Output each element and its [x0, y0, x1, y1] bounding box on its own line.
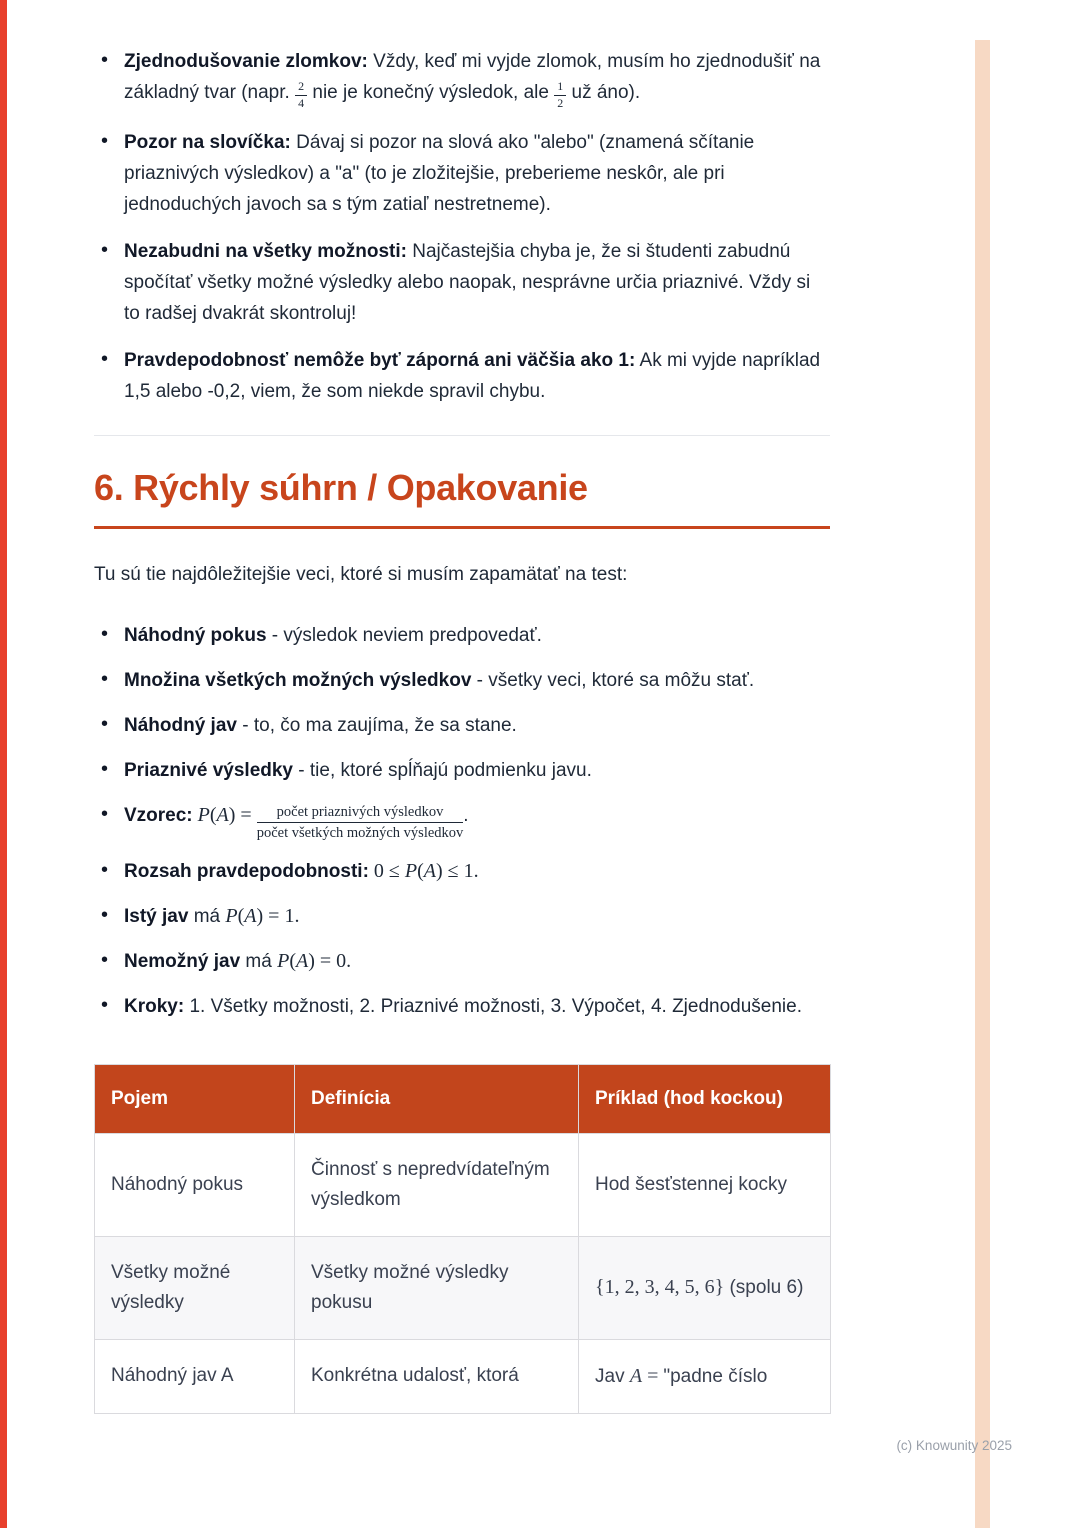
cell-pojem: Všetky možné výsledky — [95, 1236, 295, 1339]
math-expression: P(A) = — [197, 803, 257, 826]
list-item — [94, 901, 830, 932]
term-label: Priaznivé výsledky — [124, 759, 293, 781]
column-header-priklad: Príklad (hod kockou) — [579, 1064, 831, 1133]
fraction-numerator: 1 — [554, 80, 566, 96]
table-row — [95, 1339, 831, 1413]
left-accent-stripe — [0, 0, 7, 1528]
cell-priklad — [579, 1236, 831, 1339]
fraction-denominator: 4 — [298, 96, 305, 110]
fraction-denominator: 2 — [557, 96, 564, 110]
list-item — [94, 856, 830, 887]
list-item — [94, 236, 830, 329]
tip-bold-label: Nezabudni na všetky možnosti: — [124, 240, 407, 262]
cell-priklad — [579, 1339, 831, 1413]
page-title: 6. Rýchly súhrn / Opakovanie — [94, 466, 588, 508]
term-text: - výsledok neviem predpovedať. — [266, 624, 542, 646]
tip-bold-label: Pravdepodobnosť nemôže byť záporná ani väčšia ako 1: — [124, 349, 636, 371]
cell-pojem: Náhodný jav A — [95, 1339, 295, 1413]
tip-text: nie je konečný výsledok, ale — [307, 82, 555, 103]
cell-text: Jav — [595, 1365, 630, 1387]
cell-definicia: Konkrétna udalosť, ktorá — [295, 1339, 579, 1413]
column-header-pojem: Pojem — [95, 1064, 295, 1133]
tip-text: Dávaj si pozor na slová ako "alebo" (znamená sčítanie priaznivých výsledkov) a "a" (to je zložitejšie, preberieme neskôr, ale pri jednoduchých javoch sa s tým zatiaľ nestretneme). — [124, 131, 755, 215]
term-label: Kroky: — [124, 995, 185, 1017]
term-text: - tie, ktoré spĺňajú podmienku javu. — [293, 759, 592, 781]
term-label: Náhodný pokus — [124, 624, 267, 646]
term-text: má — [188, 905, 226, 927]
term-label: Náhodný jav — [124, 714, 237, 736]
term-label: Rozsah pravdepodobnosti: — [124, 860, 369, 882]
section-divider — [94, 435, 830, 436]
right-accent-stripe — [975, 40, 990, 1528]
list-item — [94, 665, 830, 696]
math-expression: A = — [629, 1364, 664, 1387]
tip-text: už áno). — [566, 82, 641, 103]
term-text: má — [240, 950, 278, 972]
tip-text: Najčastejšia chyba je, že si študenti zabudnú spočítať všetky možné výsledky alebo naopak, nesprávne určia priaznivé. Vždy si to radšej dvakrát skontroluj! — [124, 240, 811, 324]
list-item — [94, 710, 830, 741]
table-header-row — [95, 1064, 831, 1133]
list-item — [94, 345, 830, 407]
copyright-watermark: (c) Knowunity 2025 — [896, 1438, 1012, 1453]
math-expression: P(A) = 1. — [225, 904, 300, 927]
term-text: 1. Všetky možnosti, 2. Priaznivé možnosti, 3. Výpočet, 4. Zjednodušenie. — [184, 995, 802, 1017]
term-label: Nemožný jav — [124, 950, 241, 972]
term-text: . — [463, 804, 469, 826]
cell-pojem: Náhodný pokus — [95, 1133, 295, 1236]
list-item — [94, 755, 830, 786]
tip-text: Vždy, keď mi vyjde zlomok, musím ho zjednodušiť na základný tvar (napr. — [124, 51, 821, 103]
cell-text: (spolu 6) — [724, 1277, 804, 1299]
summary-list — [94, 620, 830, 1022]
table-row — [95, 1236, 831, 1339]
inline-fraction — [295, 80, 307, 111]
math-set: {1, 2, 3, 4, 5, 6} — [595, 1276, 725, 1299]
term-label: Množina všetkých možných výsledkov — [124, 669, 472, 691]
list-item — [94, 620, 830, 651]
inline-fraction — [554, 80, 566, 111]
list-item — [94, 800, 830, 842]
summary-table — [94, 1064, 831, 1414]
table-row — [95, 1133, 831, 1236]
cell-text: "padne číslo — [663, 1365, 768, 1387]
fraction-numerator: počet priaznivých výsledkov — [257, 803, 464, 823]
cell-priklad: Hod šesťstennej kocky — [579, 1133, 831, 1236]
document-content — [94, 46, 830, 1414]
term-text: - všetky veci, ktoré sa môžu stať. — [471, 669, 755, 691]
term-label: Istý jav — [124, 905, 189, 927]
fraction-denominator: počet všetkých možných výsledkov — [256, 824, 464, 841]
math-expression: P(A) = 0. — [277, 949, 352, 972]
list-item — [94, 46, 830, 111]
term-label: Vzorec: — [124, 804, 193, 826]
tip-bold-label: Zjednodušovanie zlomkov: — [124, 51, 368, 72]
section-intro: Tu sú tie najdôležitejšie veci, ktoré si musím zapamätať na test: — [94, 563, 628, 585]
list-item — [94, 946, 830, 977]
list-item — [94, 127, 830, 220]
tip-bold-label: Pozor na slovíčka: — [124, 131, 291, 153]
fraction-numerator: 2 — [295, 80, 307, 96]
term-text: - to, čo ma zaujíma, že sa stane. — [236, 714, 517, 736]
cell-definicia: Všetky možné výsledky pokusu — [295, 1236, 579, 1339]
tips-list — [94, 46, 830, 407]
heading-underline-rule — [94, 526, 830, 529]
math-expression: 0 ≤ P(A) ≤ 1. — [368, 859, 479, 882]
tip-text: Ak mi vyjde napríklad 1,5 alebo -0,2, viem, že som niekde spravil chybu. — [124, 349, 821, 402]
formula-fraction — [257, 803, 464, 842]
cell-definicia: Činnosť s nepredvídateľným výsledkom — [295, 1133, 579, 1236]
list-item — [94, 991, 830, 1022]
column-header-definicia: Definícia — [295, 1064, 579, 1133]
